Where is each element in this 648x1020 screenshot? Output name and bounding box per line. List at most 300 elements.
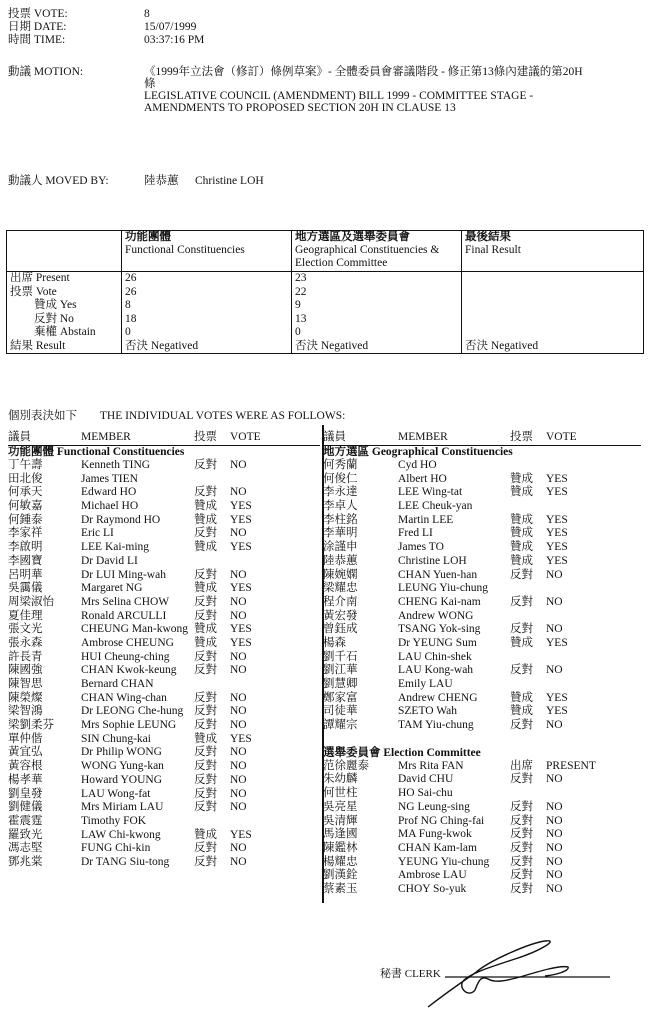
member-row bbox=[8, 637, 320, 651]
member-row bbox=[323, 801, 641, 815]
member-row bbox=[8, 555, 320, 569]
member-name-zh: 張文光 bbox=[8, 623, 43, 636]
member-row bbox=[323, 869, 641, 883]
member-row bbox=[323, 459, 641, 473]
member-name-en: Howard YOUNG bbox=[81, 773, 163, 786]
vote-en: YES bbox=[230, 732, 252, 745]
vote-en: YES bbox=[230, 582, 252, 595]
vote-en: NO bbox=[230, 855, 247, 868]
member-row bbox=[323, 856, 641, 870]
member-name-en: LEE Cheuk-yan bbox=[398, 500, 473, 513]
member-row bbox=[8, 719, 320, 733]
summary-col-functional bbox=[122, 231, 292, 272]
member-name-en: LEE Kai-ming bbox=[81, 541, 150, 554]
member-name-en: Mrs Selina CHOW bbox=[81, 595, 170, 608]
vote-en: NO bbox=[546, 869, 563, 882]
vote-zh: 反對 bbox=[194, 459, 217, 471]
member-name-zh: 鄧兆棠 bbox=[8, 855, 43, 868]
member-name-zh: 霍震霆 bbox=[8, 814, 43, 827]
member-name-en: FUNG Chi-kin bbox=[81, 842, 151, 855]
member-name-zh: 吳靄儀 bbox=[8, 582, 43, 595]
vote-zh: 反對 bbox=[194, 773, 217, 786]
vote-en: NO bbox=[230, 773, 247, 786]
member-name-en: Edward HO bbox=[81, 486, 137, 499]
member-row bbox=[8, 842, 320, 856]
motion-label: 動議 MOTION: bbox=[8, 66, 84, 78]
member-row bbox=[8, 733, 320, 747]
functional-title-en: Functional Constituencies bbox=[125, 244, 245, 257]
member-name-zh: 陳榮燦 bbox=[8, 691, 43, 704]
vote-zh: 贊成 bbox=[510, 486, 533, 499]
member-name-zh: 陳智思 bbox=[8, 678, 43, 690]
member-name-zh: 李家祥 bbox=[8, 527, 43, 540]
member-name-zh: 李卓人 bbox=[323, 500, 358, 513]
member-row bbox=[323, 569, 641, 583]
vote-en: NO bbox=[230, 746, 247, 759]
member-row bbox=[323, 555, 641, 569]
vote-en: YES bbox=[546, 472, 568, 485]
summary-col-final bbox=[462, 231, 644, 272]
vote-en: NO bbox=[230, 719, 247, 732]
vote-zh: 反對 bbox=[194, 705, 217, 718]
vote-value: 8 bbox=[144, 8, 150, 20]
member-name-en: CHAN Kwok-keung bbox=[81, 664, 177, 677]
label-vote: 投票 Vote bbox=[10, 285, 57, 298]
header-member-en: MEMBER bbox=[81, 431, 131, 443]
vote-zh: 反對 bbox=[510, 855, 533, 868]
summary-col-geographical bbox=[292, 231, 462, 272]
member-row bbox=[8, 596, 320, 610]
member-name-zh: 馮志堅 bbox=[8, 842, 43, 855]
vote-en: YES bbox=[230, 500, 252, 513]
member-name-zh: 范徐麗泰 bbox=[323, 759, 369, 772]
member-name-en: Mrs Miriam LAU bbox=[81, 801, 164, 814]
vote-zh: 反對 bbox=[194, 855, 217, 868]
vote-en: NO bbox=[230, 760, 247, 773]
vote-en: NO bbox=[230, 650, 247, 663]
vote-en: NO bbox=[546, 773, 563, 786]
member-name-zh: 李永達 bbox=[323, 486, 358, 499]
member-name-en: SIN Chung-kai bbox=[81, 732, 151, 745]
vote-en: NO bbox=[546, 828, 563, 841]
section-title-geographical: 地方選區 Geographical Constituencies bbox=[323, 446, 513, 458]
vote-zh: 贊成 bbox=[194, 500, 217, 513]
member-name-zh: 何俊仁 bbox=[323, 472, 358, 485]
geographical-title-zh: 地方選區及選舉委員會 bbox=[295, 231, 410, 243]
vote-zh: 反對 bbox=[510, 828, 533, 841]
member-name-zh: 夏佳理 bbox=[8, 609, 43, 622]
member-name-zh: 陸恭蕙 bbox=[323, 554, 358, 567]
motion-text bbox=[144, 66, 634, 114]
member-name-en: SZETO Wah bbox=[398, 705, 458, 718]
vote-zh: 反對 bbox=[510, 568, 533, 581]
vote-en: YES bbox=[546, 527, 568, 540]
member-name-zh: 何鍾泰 bbox=[8, 513, 43, 526]
member-name-zh: 黃容根 bbox=[8, 760, 43, 773]
member-name-en: Timothy FOK bbox=[81, 814, 147, 827]
vote-zh: 反對 bbox=[510, 800, 533, 813]
vote-zh: 贊成 bbox=[194, 582, 217, 595]
member-row bbox=[8, 582, 320, 596]
member-row bbox=[323, 883, 641, 897]
member-name-zh: 鄭家富 bbox=[323, 691, 358, 704]
motion-en-line1: LEGISLATIVE COUNCIL (AMENDMENT) BILL 1999 - COMMITTEE STAGE - bbox=[144, 90, 534, 102]
header-vote-en: VOTE bbox=[546, 431, 577, 443]
vote-en: NO bbox=[546, 814, 563, 827]
vote-zh: 贊成 bbox=[510, 527, 533, 540]
vote-zh: 反對 bbox=[194, 568, 217, 581]
geographical-values bbox=[292, 272, 462, 354]
member-row bbox=[323, 678, 641, 692]
member-name-en: Dr TANG Siu-tong bbox=[81, 855, 170, 868]
vote-zh: 贊成 bbox=[510, 691, 533, 704]
functional-member-list bbox=[8, 459, 320, 870]
member-name-zh: 馬逢國 bbox=[323, 828, 358, 841]
time-label: 時間 TIME: bbox=[8, 34, 66, 46]
vote-en: YES bbox=[546, 691, 568, 704]
vote-zh: 贊成 bbox=[194, 623, 217, 636]
member-row bbox=[323, 692, 641, 706]
member-name-en: Fred LI bbox=[398, 527, 433, 540]
member-row bbox=[323, 582, 641, 596]
member-row bbox=[323, 623, 641, 637]
vote-zh: 反對 bbox=[510, 841, 533, 854]
vote-en: NO bbox=[230, 568, 247, 581]
vote-zh: 贊成 bbox=[510, 554, 533, 567]
member-row bbox=[8, 774, 320, 788]
vote-en: YES bbox=[230, 513, 252, 526]
functional-values bbox=[122, 272, 292, 354]
geographical-title-en: Geographical Constituencies & Election Committee bbox=[295, 244, 440, 270]
functional-vote: 26 bbox=[125, 285, 137, 298]
vote-en: NO bbox=[230, 609, 247, 622]
individual-votes-heading-zh: 個別表決如下 bbox=[8, 410, 77, 422]
section-title-functional: 功能團體 Functional Constituencies bbox=[8, 446, 185, 458]
member-name-zh: 涂謹申 bbox=[323, 541, 358, 554]
member-name-zh: 陳國強 bbox=[8, 664, 43, 677]
vote-en: YES bbox=[546, 486, 568, 499]
member-name-en: Dr Raymond HO bbox=[81, 513, 161, 526]
member-row bbox=[8, 486, 320, 500]
motion-zh-line2: 條 bbox=[144, 78, 156, 90]
summary-corner-cell bbox=[7, 231, 122, 272]
member-name-en: LAU Wong-fat bbox=[81, 787, 151, 800]
member-row bbox=[323, 842, 641, 856]
vote-zh: 出席 bbox=[510, 759, 533, 772]
vote-zh: 反對 bbox=[194, 650, 217, 663]
member-name-en: Andrew CHENG bbox=[398, 691, 478, 704]
vote-en: NO bbox=[230, 595, 247, 608]
vote-label: 投票 VOTE: bbox=[8, 8, 68, 20]
vote-zh: 贊成 bbox=[510, 636, 533, 649]
member-name-en: TAM Yiu-chung bbox=[398, 719, 474, 732]
member-row bbox=[8, 678, 320, 692]
member-name-en: James TO bbox=[398, 541, 444, 554]
member-name-en: HUI Cheung-ching bbox=[81, 650, 170, 663]
member-name-en: YEUNG Yiu-chung bbox=[398, 855, 490, 868]
geographical-member-list bbox=[323, 459, 641, 733]
member-name-zh: 李柱銘 bbox=[323, 513, 358, 526]
functional-votes-column bbox=[8, 431, 320, 870]
member-name-zh: 呂明華 bbox=[8, 568, 43, 581]
member-name-en: TSANG Yok-sing bbox=[398, 623, 481, 636]
vote-zh: 反對 bbox=[194, 760, 217, 773]
vote-en: NO bbox=[546, 855, 563, 868]
member-name-zh: 田北俊 bbox=[8, 472, 43, 485]
member-row bbox=[8, 473, 320, 487]
geographical-no: 13 bbox=[295, 312, 307, 325]
member-name-zh: 張永森 bbox=[8, 636, 43, 649]
vote-zh: 反對 bbox=[194, 664, 217, 677]
member-name-zh: 劉慧卿 bbox=[323, 678, 358, 690]
member-row bbox=[8, 815, 320, 829]
member-name-zh: 司徒華 bbox=[323, 705, 358, 718]
member-name-en: Dr YEUNG Sum bbox=[398, 636, 477, 649]
vote-zh: 反對 bbox=[194, 486, 217, 499]
member-row bbox=[8, 705, 320, 719]
vote-en: YES bbox=[546, 541, 568, 554]
member-name-zh: 劉江華 bbox=[323, 664, 358, 677]
vote-zh: 反對 bbox=[194, 801, 217, 814]
header-member-en: MEMBER bbox=[398, 431, 448, 443]
vote-zh: 反對 bbox=[194, 595, 217, 608]
member-name-zh: 曾鈺成 bbox=[323, 623, 358, 636]
member-row bbox=[8, 514, 320, 528]
member-name-en: Dr David LI bbox=[81, 554, 138, 567]
vote-zh: 反對 bbox=[194, 719, 217, 732]
vote-en: YES bbox=[546, 554, 568, 567]
member-row bbox=[323, 610, 641, 624]
member-name-zh: 朱幼麟 bbox=[323, 773, 358, 786]
member-name-en: Emily LAU bbox=[398, 678, 453, 690]
member-row bbox=[323, 486, 641, 500]
member-row bbox=[8, 760, 320, 774]
member-name-zh: 陳婉嫻 bbox=[323, 568, 358, 581]
functional-yes: 8 bbox=[125, 299, 131, 311]
member-name-en: Michael HO bbox=[81, 500, 139, 513]
vote-zh: 贊成 bbox=[194, 513, 217, 526]
summary-row-labels bbox=[7, 272, 122, 354]
member-name-en: CHAN Wing-chan bbox=[81, 691, 167, 704]
vote-zh: 贊成 bbox=[194, 636, 217, 649]
member-name-zh: 譚耀宗 bbox=[323, 719, 358, 732]
member-row bbox=[323, 828, 641, 842]
member-row bbox=[323, 705, 641, 719]
vote-en: NO bbox=[230, 459, 247, 471]
member-row bbox=[8, 623, 320, 637]
member-name-zh: 何世柱 bbox=[323, 787, 358, 800]
member-name-zh: 陳鑑林 bbox=[323, 841, 358, 854]
member-name-en: Martin LEE bbox=[398, 513, 454, 526]
member-name-zh: 楊孝華 bbox=[8, 773, 43, 786]
vote-en: YES bbox=[230, 541, 252, 554]
right-column-header bbox=[323, 431, 641, 446]
member-name-en: LAW Chi-kwong bbox=[81, 828, 161, 841]
member-row bbox=[8, 500, 320, 514]
member-name-zh: 吳清輝 bbox=[323, 814, 358, 827]
member-name-en: Bernard CHAN bbox=[81, 678, 154, 690]
member-name-zh: 梁耀忠 bbox=[323, 582, 358, 595]
member-name-en: Ambrose LAU bbox=[398, 869, 467, 882]
vote-zh: 贊成 bbox=[510, 705, 533, 718]
vote-en: NO bbox=[546, 623, 563, 636]
header-vote-zh: 投票 bbox=[510, 431, 533, 443]
member-name-zh: 蔡素玉 bbox=[323, 882, 358, 895]
functional-abstain: 0 bbox=[125, 326, 131, 338]
vote-zh: 反對 bbox=[510, 623, 533, 636]
member-row bbox=[8, 459, 320, 473]
member-row bbox=[8, 692, 320, 706]
member-name-zh: 劉皇發 bbox=[8, 787, 43, 800]
member-name-zh: 羅致光 bbox=[8, 828, 43, 841]
member-row bbox=[323, 719, 641, 733]
header-vote-zh: 投票 bbox=[194, 431, 217, 443]
election-committee-member-list bbox=[323, 760, 641, 897]
label-no: 反對 No bbox=[34, 312, 74, 325]
member-row bbox=[323, 651, 641, 665]
date-value: 15/07/1999 bbox=[144, 21, 197, 33]
summary-header-row bbox=[7, 231, 644, 272]
member-name-zh: 何承天 bbox=[8, 486, 43, 499]
vote-zh: 贊成 bbox=[510, 541, 533, 554]
geographical-votes-column bbox=[323, 431, 641, 897]
member-name-en: CHOY So-yuk bbox=[398, 882, 467, 895]
vote-summary-table bbox=[6, 230, 644, 354]
member-name-en: MA Fung-kwok bbox=[398, 828, 472, 841]
mover-name-en: Christine LOH bbox=[195, 175, 264, 187]
member-name-en: LEE Wing-tat bbox=[398, 486, 463, 499]
header-vote-en: VOTE bbox=[230, 431, 261, 443]
member-name-en: LAU Chin-shek bbox=[398, 650, 472, 663]
time-value: 03:37:16 PM bbox=[144, 34, 205, 46]
signature-icon bbox=[420, 935, 610, 1010]
vote-zh: 反對 bbox=[510, 814, 533, 827]
member-name-zh: 何敏嘉 bbox=[8, 500, 43, 513]
member-name-zh: 程介南 bbox=[323, 595, 358, 608]
vote-en: NO bbox=[230, 801, 247, 814]
vote-zh: 反對 bbox=[194, 609, 217, 622]
left-column-header bbox=[8, 431, 320, 446]
individual-votes-heading bbox=[8, 410, 345, 423]
member-row bbox=[323, 664, 641, 678]
member-row bbox=[8, 801, 320, 815]
final-result: 否決 Negatived bbox=[465, 339, 539, 352]
member-name-en: LEUNG Yiu-chung bbox=[398, 582, 488, 595]
member-name-zh: 楊耀忠 bbox=[323, 855, 358, 868]
functional-present: 26 bbox=[125, 272, 137, 284]
member-name-en: Albert HO bbox=[398, 472, 447, 485]
vote-en: NO bbox=[230, 486, 247, 499]
member-name-en: Eric LI bbox=[81, 527, 114, 540]
geographical-result: 否決 Negatived bbox=[295, 339, 369, 352]
member-name-zh: 吳亮星 bbox=[323, 800, 358, 813]
vote-en: YES bbox=[546, 705, 568, 718]
vote-zh: 反對 bbox=[510, 595, 533, 608]
functional-title-zh: 功能團體 bbox=[125, 231, 171, 243]
geographical-vote: 22 bbox=[295, 285, 307, 298]
vote-zh: 贊成 bbox=[194, 541, 217, 554]
vote-en: NO bbox=[546, 800, 563, 813]
geographical-abstain: 0 bbox=[295, 326, 301, 338]
member-row bbox=[8, 569, 320, 583]
member-name-zh: 黃宜弘 bbox=[8, 746, 43, 759]
vote-en: NO bbox=[230, 705, 247, 718]
member-row bbox=[8, 651, 320, 665]
member-row bbox=[323, 473, 641, 487]
member-row bbox=[323, 596, 641, 610]
vote-zh: 反對 bbox=[510, 719, 533, 732]
mover-name-zh: 陸恭蕙 bbox=[144, 175, 179, 187]
vote-zh: 贊成 bbox=[510, 513, 533, 526]
member-name-zh: 劉健儀 bbox=[8, 801, 43, 814]
vote-zh: 反對 bbox=[194, 787, 217, 800]
member-name-en: LAU Kong-wah bbox=[398, 664, 474, 677]
member-name-zh: 梁智鴻 bbox=[8, 705, 43, 718]
member-name-en: WONG Yung-kan bbox=[81, 760, 164, 773]
member-name-en: Kenneth TING bbox=[81, 459, 151, 471]
vote-zh: 反對 bbox=[510, 773, 533, 786]
final-values bbox=[462, 272, 644, 354]
member-name-zh: 黃宏發 bbox=[323, 609, 358, 622]
member-name-en: Prof NG Ching-fai bbox=[398, 814, 485, 827]
member-name-en: Andrew WONG bbox=[398, 609, 474, 622]
member-row bbox=[323, 637, 641, 651]
member-name-en: NG Leung-sing bbox=[398, 800, 470, 813]
member-row bbox=[323, 787, 641, 801]
member-name-zh: 李國寶 bbox=[8, 554, 43, 567]
member-name-en: Dr Philip WONG bbox=[81, 746, 162, 759]
member-name-en: David CHU bbox=[398, 773, 454, 786]
member-name-zh: 李啟明 bbox=[8, 541, 43, 554]
vote-zh: 反對 bbox=[510, 664, 533, 677]
vote-en: NO bbox=[230, 664, 247, 677]
member-row bbox=[323, 815, 641, 829]
member-row bbox=[323, 500, 641, 514]
clerk-label: 秘書 CLERK bbox=[380, 968, 441, 980]
functional-result: 否決 Negatived bbox=[125, 339, 199, 352]
member-name-en: HO Sai-chu bbox=[398, 787, 453, 800]
vote-zh: 反對 bbox=[194, 842, 217, 855]
vote-en: NO bbox=[546, 882, 563, 895]
vote-en: NO bbox=[546, 841, 563, 854]
final-title-en: Final Result bbox=[465, 244, 521, 257]
geographical-yes: 9 bbox=[295, 299, 301, 311]
member-name-en: Margaret NG bbox=[81, 582, 143, 595]
member-name-en: Dr LEONG Che-hung bbox=[81, 705, 184, 718]
vote-en: NO bbox=[546, 719, 563, 732]
member-name-zh: 周梁淑怡 bbox=[8, 595, 54, 608]
member-row bbox=[323, 514, 641, 528]
final-title-zh: 最後結果 bbox=[465, 231, 511, 243]
vote-zh: 反對 bbox=[194, 527, 217, 540]
vote-en: NO bbox=[230, 787, 247, 800]
member-row bbox=[8, 829, 320, 843]
motion-en-line2: AMENDMENTS TO PROPOSED SECTION 20H IN CLAUSE 13 bbox=[144, 102, 456, 114]
vote-en: YES bbox=[230, 636, 252, 649]
member-row bbox=[323, 773, 641, 787]
member-name-en: Ambrose CHEUNG bbox=[81, 636, 174, 649]
vote-zh: 反對 bbox=[194, 691, 217, 704]
member-name-en: CHENG Kai-nam bbox=[398, 595, 481, 608]
individual-votes-heading-en: THE INDIVIDUAL VOTES WERE AS FOLLOWS: bbox=[99, 410, 346, 422]
member-name-en: CHEUNG Man-kwong bbox=[81, 623, 189, 636]
summary-body-row bbox=[7, 272, 644, 354]
date-label: 日期 DATE: bbox=[8, 21, 67, 33]
member-row bbox=[8, 610, 320, 624]
vote-zh: 反對 bbox=[194, 746, 217, 759]
member-name-en: Cyd HO bbox=[398, 459, 437, 471]
section-title-election-committee: 選舉委員會 Election Committee bbox=[323, 746, 481, 759]
